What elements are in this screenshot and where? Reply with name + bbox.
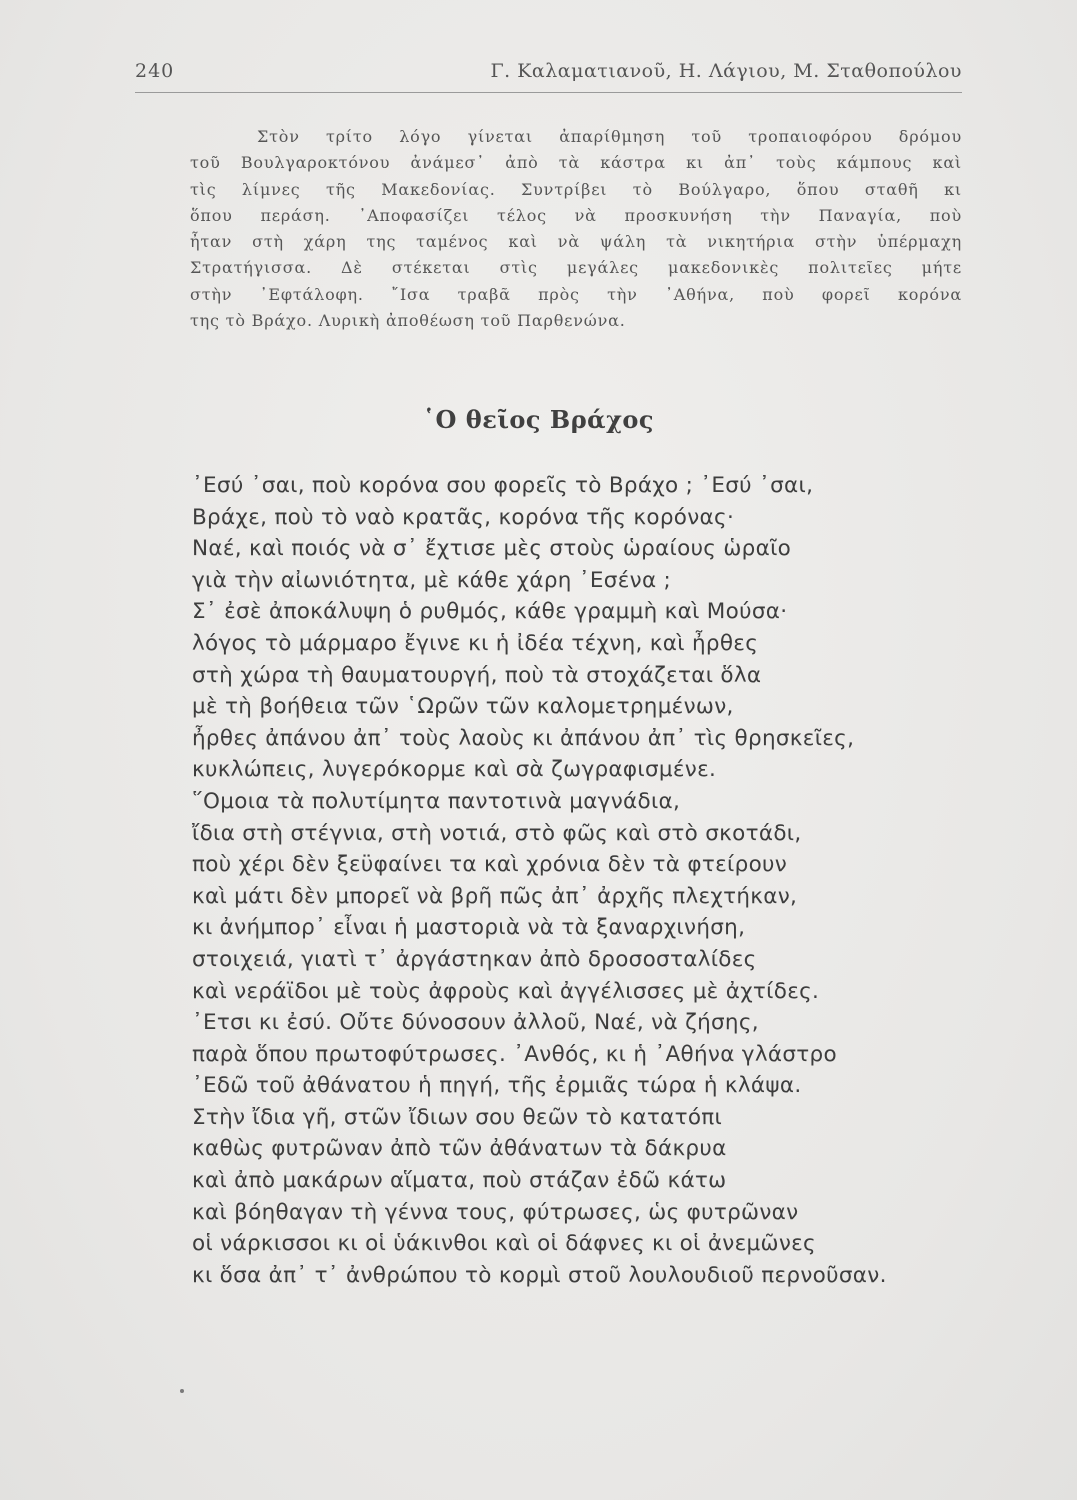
prose-line: της τὸ Βράχο. Λυρικὴ ἀποθέωση τοῦ Παρθενώνα.	[190, 311, 626, 331]
poem-verse: καὶ βόηθαγαν τὴ γέννα τους, φύτρωσες, ὡς φυτρῶναν	[192, 1199, 799, 1225]
prose-line: ἦταν στὴ χάρη της ταμένος καὶ νὰ ψάλη τὰ νικητήρια στὴν ὑπέρμαχη	[190, 232, 962, 252]
poem-verse: κι ὅσα ἀπ᾽ τ᾽ ἀνθρώπου τὸ κορμὶ στοῦ λουλουδιοῦ περνοῦσαν.	[192, 1262, 887, 1288]
page-header	[135, 60, 962, 92]
poem-verse: ᾽Ετσι κι ἐσύ. Οὔτε δύνοσουν ἀλλοῦ, Ναέ, νὰ ζήσης,	[192, 1010, 759, 1036]
poem-verse: Στὴν ἴδια γῆ, στῶν ἴδιων σου θεῶν τὸ κατατόπι	[192, 1104, 723, 1130]
poem-verse: λόγος τὸ μάρμαρο ἔγινε κι ἡ ἰδέα τέχνη, καὶ ἦρθες	[192, 630, 759, 656]
poem-verse: ἴδια στὴ στέγνια, στὴ νοτιά, στὸ φῶς καὶ στὸ σκοτάδι,	[192, 820, 802, 846]
running-head: Γ. Καλαματιανοῦ, Η. Λάγιου, Μ. Σταθοπούλου	[490, 60, 962, 82]
prose-line: Στὸν τρίτο λόγο γίνεται ἀπαρίθμηση τοῦ τροπαιοφόρου δρόμου	[257, 127, 962, 146]
header-rule	[135, 92, 962, 93]
poem-verse: Ναέ, καὶ ποιός νὰ σ᾽ ἔχτισε μὲς στοὺς ὡραίους ὡραῖο	[192, 536, 792, 562]
prose-line: ὅπου περάση. ᾽Αποφασίζει τέλος νὰ προσκυνήση τὴν Παναγία, ποὺ	[190, 205, 962, 225]
poem-verse: καὶ νεράϊδοι μὲ τοὺς ἀφροὺς καὶ ἀγγέλισσες μὲ ἀχτίδες.	[192, 978, 820, 1004]
ink-speck	[180, 1389, 184, 1393]
poem-verse: στὴ χώρα τὴ θαυματουργή, ποὺ τὰ στοχάζεται ὅλα	[192, 662, 762, 688]
poem-verse: καθὼς φυτρῶναν ἀπὸ τῶν ἀθάνατων τὰ δάκρυα	[192, 1136, 727, 1162]
prose-line: Στρατήγισσα. Δὲ στέκεται στὶς μεγάλες μακεδονικὲς πολιτεῖες μήτε	[190, 258, 962, 278]
prose-line: τοῦ Βουλγαροκτόνου ἀνάμεσ᾽ ἀπὸ τὰ κάστρα κι ἀπ᾽ τοὺς κάμπους καὶ	[190, 153, 962, 173]
poem-verse: καὶ μάτι δὲν μπορεῖ νὰ βρῆ πῶς ἀπ᾽ ἀρχῆς πλεχτήκαν,	[192, 883, 798, 909]
poem-verse: στοιχειά, γιατὶ τ᾽ ἀργάστηκαν ἀπὸ δροσοσταλίδες	[192, 946, 757, 972]
poem-body	[192, 470, 992, 1291]
page-number: 240	[135, 60, 175, 82]
poem-title: ῾Ο θεῖος Βράχος	[422, 405, 655, 434]
poem-verse: ἦρθες ἀπάνου ἀπ᾽ τοὺς λαοὺς κι ἀπάνου ἀπ᾽ τὶς θρησκεῖες,	[192, 725, 855, 751]
poem-verse: ποὺ χέρι δὲν ξεϋφαίνει τα καὶ χρόνια δὲν τὰ φτείρουν	[192, 852, 788, 878]
poem-verse: κι ἀνήμπορ᾽ εἶναι ἡ μαστοριὰ νὰ τὰ ξαναρχινήση,	[192, 915, 746, 941]
poem-verse: κυκλώπεις, λυγερόκορμε καὶ σὰ ζωγραφισμένε.	[192, 757, 717, 783]
poem-verse: Βράχε, ποὺ τὸ ναὸ κρατᾶς, κορόνα τῆς κορόνας·	[192, 504, 735, 530]
poem-verse: ᾽Εδῶ τοῦ ἀθάνατου ἡ πηγή, τῆς ἐρμιᾶς τώρα ἡ κλάψα.	[192, 1073, 802, 1099]
prose-paragraph	[190, 124, 962, 334]
poem-verse: ῞Ομοια τὰ πολυτίμητα παντοτινὰ μαγνάδια,	[192, 788, 681, 814]
poem-verse: οἱ νάρκισσοι κι οἱ ὑάκινθοι καὶ οἱ δάφνες κι οἱ ἀνεμῶνες	[192, 1231, 816, 1257]
poem-verse: ᾽Εσύ ᾽σαι, ποὺ κορόνα σου φορεῖς τὸ Βράχο ; ᾽Εσύ ᾽σαι,	[192, 473, 814, 498]
poem-verse: μὲ τὴ βοήθεια τῶν ῾Ωρῶν τῶν καλομετρημένων,	[192, 694, 734, 720]
poem-verse: Σ᾽ ἐσὲ ἀποκάλυψη ὁ ρυθμός, κάθε γραμμὴ καὶ Μούσα·	[192, 599, 788, 625]
poem-verse: παρὰ ὅπου πρωτοφύτρωσες. ᾽Ανθός, κι ἡ ᾽Αθήνα γλάστρο	[192, 1041, 837, 1067]
prose-line: στὴν ᾽Εφτάλοφη. ῎Ισα τραβᾶ πρὸς τὴν ᾽Αθήνα, ποὺ φορεῖ κορόνα	[190, 284, 962, 304]
poem-verse: γιὰ τὴν αἰωνιότητα, μὲ κάθε χάρη ᾽Εσένα ;	[192, 567, 672, 593]
poem-verse: καὶ ἀπὸ μακάρων αἵματα, ποὺ στάζαν ἐδῶ κάτω	[192, 1168, 727, 1194]
prose-line: τὶς λίμνες τῆς Μακεδονίας. Συντρίβει τὸ Βούλγαρο, ὅπου σταθῆ κι	[190, 179, 962, 199]
